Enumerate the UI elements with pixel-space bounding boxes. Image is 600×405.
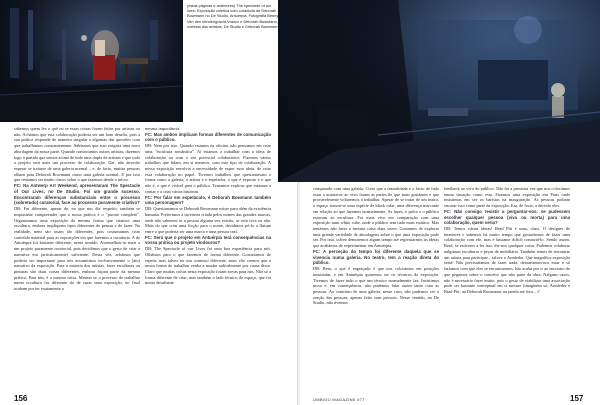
paragraph: feedback ao vivo do público. Não foi a primeira vez que nos colocámos numa situação como esta. Fizemos uma exposição em Paris onde insistimos em ser os baristas na inauguração. As pessoas podiam encarar isso como parte da exposição. Era, de facto, a decisão eles. bbox=[444, 186, 570, 209]
folio-right bbox=[570, 388, 583, 405]
exhibition-photo-right bbox=[278, 0, 600, 182]
interview-question: FC: Mas ambos implicam formas diferentes de comunicação com o público. bbox=[145, 131, 271, 143]
interview-question: FC: A perceção do tempo foi diferente daquela que se vivencia numa galeria. No teatro, tem a reação direta do público. bbox=[313, 248, 439, 266]
paragraph: DB: Questionamos se Deborah Bowmann existe para além da existência humana. Preferimos a incerteza criada pelos nomes das grandes marcas, onde não sabemos se a pessoa alguma vez existiu, se está viva ou não. Mais do que criar uma ficção para o nome, decidimos pô-lo a flutuar entre o que poderia ser uma marca e uma pessoa real. bbox=[145, 206, 271, 234]
text-column-1 bbox=[14, 126, 140, 292]
text-column-3 bbox=[313, 186, 439, 306]
paragraph: mesma importância. bbox=[145, 126, 181, 131]
interview-question: FC: Será que o projeto em Antuérpia terá consequências na vossa prática ou projeto vindouros? bbox=[145, 234, 271, 246]
folio-right-mag bbox=[313, 388, 365, 405]
exhibition-photo-left bbox=[0, 0, 183, 122]
page-number: 156 bbox=[14, 394, 28, 403]
paragraph bbox=[444, 226, 570, 295]
interview-question: FC: Não consigo resistir a perguntar-vos: se pudessem escolher qualquer pessoa (viva ou morta) para uma colaboração, quem seria? bbox=[444, 208, 570, 226]
text-column-4 bbox=[444, 186, 570, 295]
paragraph-text: DB: Temos várias ideias! Brad Pitt é uma, claro. O designer de interiores e sabemos há muito tempo que gostaríamos de fazer uma colaboração com ele, mas é bastante difícil contactá-lo. Sendo assim, Brad, se estiveres a ler isto, diz-nos qualquer coisa. Podemos colaborar nalgumas esculturas e peças de mobiliário. Também temos de encontrar um artista para participar... talvez o Armleder. Que magnífica exposição seria! Não precisaríamos de fazer nada, deixaríamos-nos estar e só faríamos com que eles se encontrassem. Isto acaba por ir ao encontro do que pegamos sobre o conceito que não parte da obra. Nalguns casos, não é necessário fazer muito, pois o gesto de viabilizar uma associação pode ser bastante conceptual em si mesmo (imaginem só, Armleder e Brad Pitt, na Deborah Bowmann, na janela até fora... bbox=[444, 226, 570, 294]
photo-caption: (estas páginas e anteriores) The spectacle of our lives: Exposição coletiva com curadoria de Deborah Bowmann no De Studio, Antuérpia. Fotografia Benny Van den Meulengracht-Vrancx e Deborah Bowmann, cortesia dos artistas, De Studio e Deborah Bowmann bbox=[187, 3, 279, 29]
interview-question: FC: Na Antwerp Art Weekend, apresentaram The Spectacle of Our Lives, no De Studio. Foi um grande sucesso. Encontraram diferenças substanciais entre o processo (sobretudo) curatorial, face ao processo puramente criativo? bbox=[14, 183, 140, 206]
left-page bbox=[0, 0, 298, 405]
page-number: 157 bbox=[570, 394, 584, 403]
paragraph: comparado com uma galeria. Creio que a teatralidade e o facto de tudo estar a acontecer ao vivo foram as partes de que mais gostámos e que provavelmente voltaremos a trabalhar. Apesar de se tratar de um teatro, o espaço tornou-se uma espécie de black cube, uma diferença marcante em relação ao que fazemos normalmente. As luzes, o palco e o público estavam ao escultura. Foi mais vivo em comparação com uma exposição num white cube, onde o público tem tudo mais estático. Mas tentámos não fazer a mesma coisa duas vezes. Gostamos de explorar uma grande variedade de abordagens sobre o que uma exposição pode ser. Por isso, talvez demoremos algum tempo até regressarmos às ideias que acabámos de experimentar em Antuérpia. bbox=[313, 186, 439, 249]
paragraph: sabemos quem fez o quê ou se essas coisas foram feitas por artistas ou não. Achámos que esta colaboração poderia ser um bom desafio, pois a sua prática responde de maneira singular a algumas das questões com que trabalhamos constantemente. Sabíamos que isso exigiria uma nova abordagem da nossa parte. Quando contactamos outros artistas, dizemos logo à partida que somos acima de tudo uma dupla de artistas e que todo o projeto será mais um processo de colaboração. Daí, não deverão esperar se tratasse de uma galeria normal – e, de facto, muitas pessoas olham para Deborah Bowmann como uma galeria normal. E por isso que tentamos ser muito claros sobre o que fazemos desde o início. bbox=[14, 126, 140, 183]
theatre-scene-illustration bbox=[278, 0, 600, 182]
paragraph: DB: Foi diferente, apesar de, no que nos diz respeito, também se importante compreender que a nossa prática é o "pacote completo". Organizamos uma exposição da mesma forma que criamos uma escultura, embora impliquem tipos diferentes de pensar e de fazer. Na realidade, nem são assim tão diferentes, pois costumamos criar conteúdo material para as exposições em que fazemos a curadoria. A de Antuérpia foi bastante diferente, nesse sentido. Assemelhou-se mais a um projeto puramente curatorial, pois decidimos que o gesto de criar a narrativa era (artisticamente) suficiente. Desta vez, achámos que poderia ser importante para nós assumirmos exclusivamente o (ato) narrativo da exposição. Para a maioria dos artistas, fazer esculturas ou pinturas são duas coisas diferentes, embora façam parte da mesma prática. Para nós, é a mesma coisa. Mesmo se o processo de trabalhar numa escultura for diferente do de curar uma exposição, no final acabam por ter exatamente a bbox=[14, 206, 140, 292]
stage-scene-illustration bbox=[0, 0, 183, 122]
paragraph: DB: Nem por isso. Quando estamos na oficina, não pensamos em criar uma "escultura romântica". Aí estamos a trabalhar com a ideia de colaboração ou com o seu potencial colaborativo. Fizemos vários trabalhos que lidam, em si mesmos, com este tipo de colaboração. A nossa exposição envolvia a necessidade de expor essa ideia, de criar essa colaboração no papel. Tivemos trabalhos que questionavam a forma como a galeria, o artista e o espetador, o que é exposto e o que não é, o que é visível para o público. Tentamos explicar que estamos a contar e a criar várias histórias. bbox=[145, 143, 271, 194]
magazine-title: UMBIGO MAGAZINE #77 bbox=[313, 397, 365, 402]
paragraph: DB: Bem, o que é engraçado é que nos colocamos em posições inusitadas, e em Antuérpia quisemos ser os técnicos da exposição. Tivemos de fazer tudo o que um técnico normalmente faz. Insistimos nisso e, em consequência, não pudemos falar assim tanto com as pessoas. Ao contrário de uma galeria, nesse caso, não pudemos ver a reação das pessoas, apenas falar com pessoas. Nesse sentido, no De Studio, não tivemos bbox=[313, 266, 439, 306]
text-column-2 bbox=[145, 126, 271, 286]
interview-question: FC: Por falar em espetáculo, é Deborah Bowmann também uma personagem? bbox=[145, 194, 271, 206]
paragraph: DB: The Spectacle of our Lives foi uma boa experiência para nós. Olhámos para o que fazemos de forma diferente. Gostaríamos de repetir, mas talvez ter um contexto diferente, mais vão cremos que a nossa forma de trabalhar venha a mudar radicalmente por causa disso. Claro que muitas coisas nesta exposição foram novas para nós. Não só a forma diferente de criar, mas também o lado técnico do espaço, que foi muito desafiante bbox=[145, 246, 271, 286]
end-mark: // bbox=[537, 288, 540, 294]
folio-left bbox=[14, 388, 27, 405]
